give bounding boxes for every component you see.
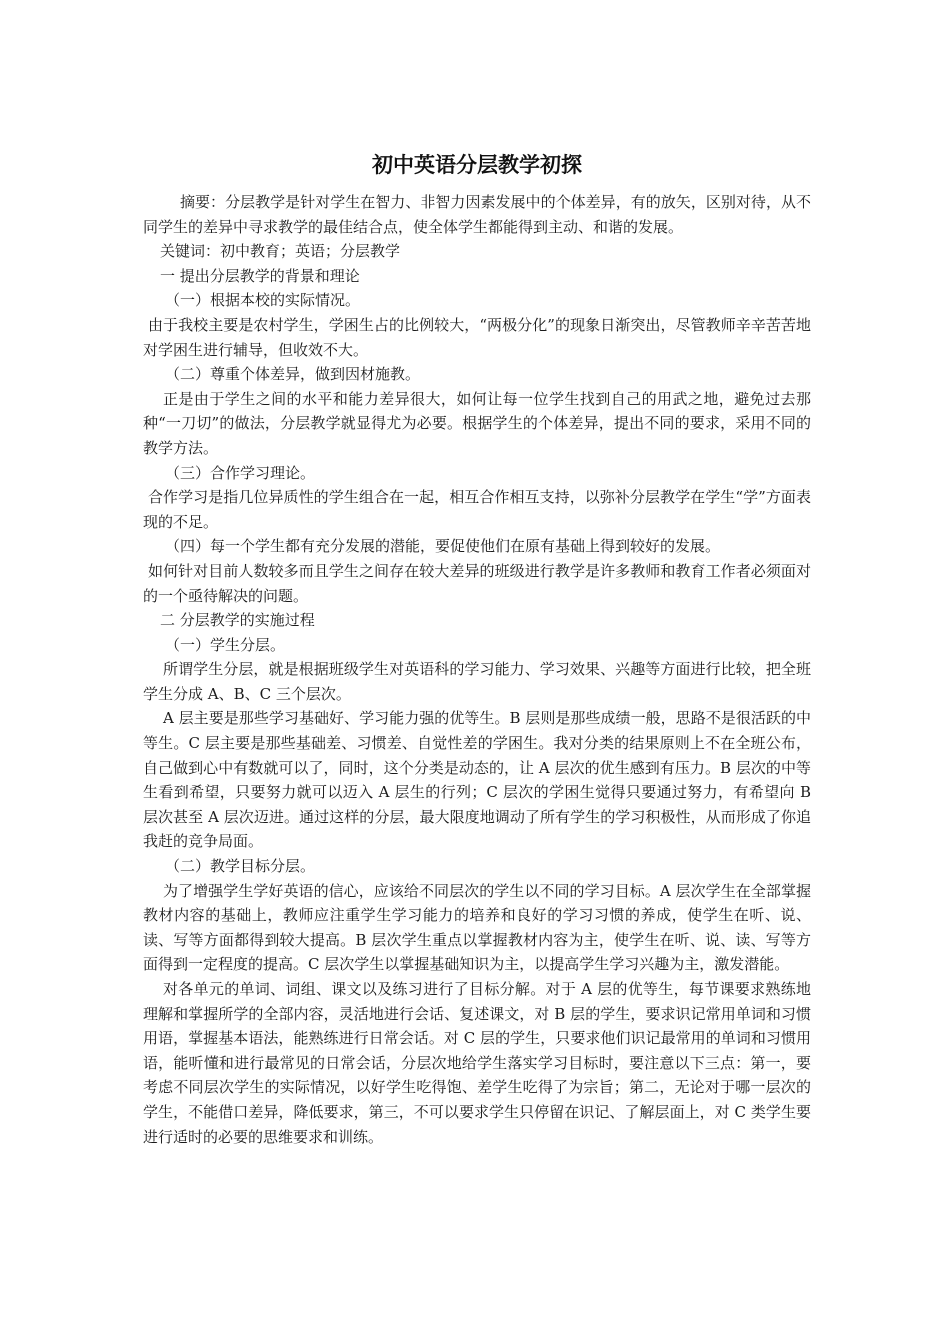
subsection-heading: （一）学生分层。: [165, 635, 286, 654]
body-paragraph: 所谓学生分层，就是根据班级学生对英语科的学习能力、学习效果、兴趣等方面进行比较，把全班学生分成 A、B、C 三个层次。: [143, 660, 811, 703]
section-heading-2: 二 分层教学的实施过程: [160, 611, 315, 630]
subsection-heading: （二）尊重个体差异，做到因材施教。: [165, 365, 421, 384]
body-paragraph: 为了增强学生学好英语的信心，应该给不同层次的学生以不同的学习目标。A 层次学生在全部掌握教材内容的基础上，教师应注重学生学习能力的培养和良好的学习习惯的养成，使学生在听、说、读、写等方面都得到较大提高。B 层次学生重点以掌握教材内容为主，使学生在听、说、读、写等方面得到一定程度的提高。C 层次学生以掌握基础知识为主，以提高学生学习兴趣为主，激发潜能。: [143, 881, 811, 974]
subsection-heading: （四）每一个学生都有充分发展的潜能，要促使他们在原有基础上得到较好的发展。: [165, 537, 721, 556]
body-paragraph: 如何针对目前人数较多而且学生之间存在较大差异的班级进行教学是许多教师和教育工作者必须面对的一个亟待解决的问题。: [143, 561, 811, 605]
section-heading-1: 一 提出分层教学的背景和理论: [160, 266, 360, 285]
document-page: [143, 150, 811, 1149]
body-paragraph: A 层主要是那些学习基础好、学习能力强的优等生。B 层则是那些成绩一般，思路不是很活跃的中等生。C 层主要是那些基础差、习惯差、自觉性差的学困生。我对分类的结果原则上不在全班公布，自己做到心中有数就可以了，同时，这个分类是动态的，让 A 层次的优生感到有压力。B 层次的中等生看到希望，只要努力就可以迈入 A 层生的行列；C 层次的学困生觉得只要通过努力，有希望向 B 层次甚至 A 层次迈进。通过这样的分层，最大限度地调动了所有学生的学习积极性，从而形成了你追我赶的竞争局面。: [143, 709, 811, 851]
subsection-heading: （三）合作学习理论。: [165, 463, 316, 482]
body-paragraph: 由于我校主要是农村学生，学困生占的比例较大，“两极分化”的现象日渐突出，尽管教师辛辛苦苦地对学困生进行辅导，但收效不大。: [143, 315, 811, 359]
keywords-line: 关键词：初中教育；英语；分层教学: [160, 242, 401, 261]
body-paragraph: 合作学习是指几位异质性的学生组合在一起，相互合作相互支持，以弥补分层教学在学生“学”方面表现的不足。: [143, 488, 811, 531]
subsection-heading: （二）教学目标分层。: [165, 857, 316, 876]
subsection-heading: （一）根据本校的实际情况。: [165, 291, 361, 310]
document-title: 初中英语分层教学初探: [372, 153, 582, 177]
body-paragraph: 正是由于学生之间的水平和能力差异很大，如何让每一位学生找到自己的用武之地，避免过去那种“一刀切”的做法，分层教学就显得尤为必要。根据学生的个体差异，提出不同的要求，采用不同的教学方法。: [143, 389, 811, 457]
body-paragraph: 对各单元的单词、词组、课文以及练习进行了目标分解。对于 A 层的优等生，每节课要求熟练地理解和掌握所学的全部内容，灵活地进行会话、复述课文，对 B 层的学生，要求识记常用单词和习惯用语，掌握基本语法，能熟练进行日常会话。对 C 层的学生，只要求他们识记最常用的单词和习惯用语，能听懂和进行最常见的日常会话，分层次地给学生落实学习目标时，要注意以下三点：第一，要考虑不同层次学生的实际情况，以好学生吃得饱、差学生吃得了为宗旨；第二，无论对于哪一层次的学生，不能借口差异，降低要求，第三，不可以要求学生只停留在识记、了解层面上，对 C 类学生要进行适时的必要的思维要求和训练。: [143, 980, 811, 1146]
abstract-paragraph: 摘要：分层教学是针对学生在智力、非智力因素发展中的个体差异，有的放矢，区别对待，从不同学生的差异中寻求教学的最佳结合点，使全体学生都能得到主动、和谐的发展。: [143, 193, 811, 236]
